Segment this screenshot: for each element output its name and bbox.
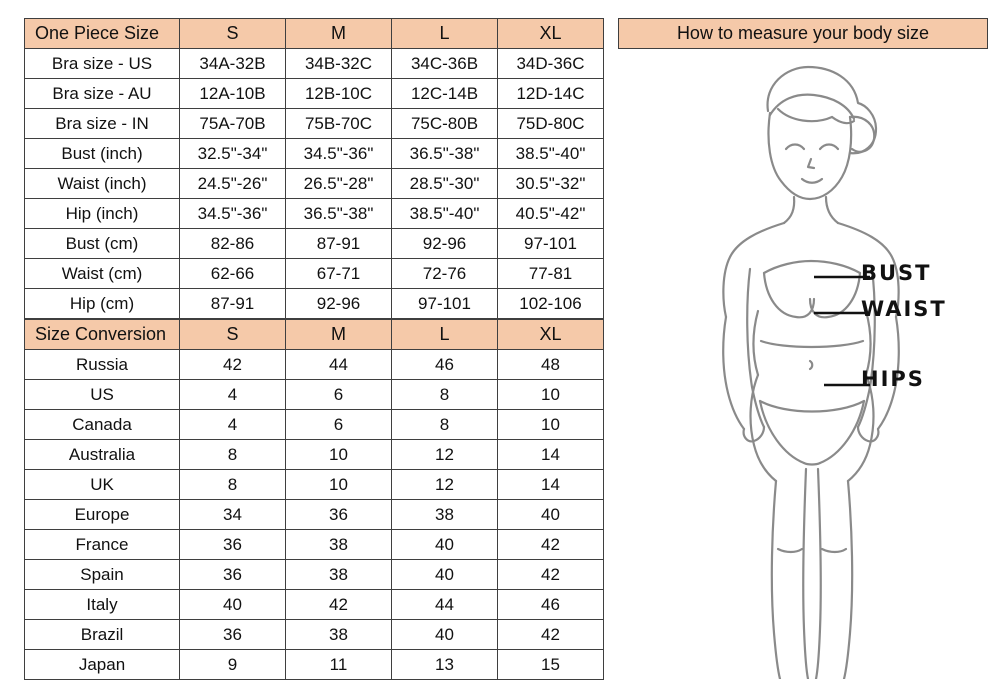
table-row bbox=[25, 650, 604, 680]
size-table bbox=[24, 18, 604, 319]
table-row bbox=[25, 590, 604, 620]
cell: 82-86 bbox=[180, 229, 286, 259]
cell: 38.5"-40" bbox=[392, 199, 498, 229]
row-label: Australia bbox=[25, 440, 180, 470]
measure-guide-title: How to measure your body size bbox=[618, 18, 988, 49]
row-label: Bra size - IN bbox=[25, 109, 180, 139]
cell: 6 bbox=[286, 380, 392, 410]
cell: 34C-36B bbox=[392, 49, 498, 79]
cell: 8 bbox=[180, 470, 286, 500]
cell: 34.5"-36" bbox=[286, 139, 392, 169]
cell: 11 bbox=[286, 650, 392, 680]
cell: 36.5"-38" bbox=[286, 199, 392, 229]
cell: 75C-80B bbox=[392, 109, 498, 139]
cell: 42 bbox=[498, 560, 604, 590]
cell: 87-91 bbox=[180, 289, 286, 319]
hips-measure-label: HIPS bbox=[861, 367, 925, 391]
cell: 26.5"-28" bbox=[286, 169, 392, 199]
size-table-header-m: M bbox=[286, 19, 392, 49]
cell: 67-71 bbox=[286, 259, 392, 289]
row-label: Waist (inch) bbox=[25, 169, 180, 199]
cell: 42 bbox=[498, 530, 604, 560]
row-label: Spain bbox=[25, 560, 180, 590]
cell: 10 bbox=[498, 380, 604, 410]
row-label: Russia bbox=[25, 350, 180, 380]
cell: 42 bbox=[286, 590, 392, 620]
table-row bbox=[25, 49, 604, 79]
table-header-row bbox=[25, 320, 604, 350]
cell: 34B-32C bbox=[286, 49, 392, 79]
conversion-table-header-s: S bbox=[180, 320, 286, 350]
cell: 24.5"-26" bbox=[180, 169, 286, 199]
cell: 48 bbox=[498, 350, 604, 380]
cell: 42 bbox=[180, 350, 286, 380]
table-row bbox=[25, 560, 604, 590]
cell: 30.5"-32" bbox=[498, 169, 604, 199]
table-row bbox=[25, 259, 604, 289]
cell: 34D-36C bbox=[498, 49, 604, 79]
cell: 6 bbox=[286, 410, 392, 440]
row-label: UK bbox=[25, 470, 180, 500]
cell: 9 bbox=[180, 650, 286, 680]
cell: 28.5"-30" bbox=[392, 169, 498, 199]
row-label: Bra size - AU bbox=[25, 79, 180, 109]
cell: 14 bbox=[498, 470, 604, 500]
cell: 4 bbox=[180, 380, 286, 410]
table-row bbox=[25, 470, 604, 500]
waist-measure-label: WAIST bbox=[861, 297, 947, 321]
cell: 36 bbox=[286, 500, 392, 530]
cell: 97-101 bbox=[392, 289, 498, 319]
cell: 36 bbox=[180, 620, 286, 650]
row-label: Bust (cm) bbox=[25, 229, 180, 259]
table-row bbox=[25, 229, 604, 259]
cell: 40 bbox=[392, 620, 498, 650]
cell: 40.5"-42" bbox=[498, 199, 604, 229]
measure-guide-body bbox=[618, 49, 988, 688]
measure-guide-panel bbox=[618, 18, 988, 688]
row-label: Japan bbox=[25, 650, 180, 680]
conversion-table-header-l: L bbox=[392, 320, 498, 350]
cell: 77-81 bbox=[498, 259, 604, 289]
cell: 92-96 bbox=[392, 229, 498, 259]
row-label: Bra size - US bbox=[25, 49, 180, 79]
cell: 36.5"-38" bbox=[392, 139, 498, 169]
size-table-header-title: One Piece Size bbox=[25, 19, 180, 49]
cell: 72-76 bbox=[392, 259, 498, 289]
cell: 34A-32B bbox=[180, 49, 286, 79]
cell: 38 bbox=[286, 530, 392, 560]
size-table-header-xl: XL bbox=[498, 19, 604, 49]
cell: 75B-70C bbox=[286, 109, 392, 139]
table-row bbox=[25, 139, 604, 169]
cell: 13 bbox=[392, 650, 498, 680]
conversion-table-header-title: Size Conversion bbox=[25, 320, 180, 350]
cell: 75D-80C bbox=[498, 109, 604, 139]
cell: 34.5"-36" bbox=[180, 199, 286, 229]
cell: 38 bbox=[392, 500, 498, 530]
cell: 38 bbox=[286, 560, 392, 590]
cell: 92-96 bbox=[286, 289, 392, 319]
row-label: Bust (inch) bbox=[25, 139, 180, 169]
cell: 32.5"-34" bbox=[180, 139, 286, 169]
row-label: Hip (cm) bbox=[25, 289, 180, 319]
row-label: Canada bbox=[25, 410, 180, 440]
cell: 10 bbox=[286, 440, 392, 470]
cell: 8 bbox=[180, 440, 286, 470]
cell: 14 bbox=[498, 440, 604, 470]
row-label: Brazil bbox=[25, 620, 180, 650]
cell: 87-91 bbox=[286, 229, 392, 259]
row-label: Italy bbox=[25, 590, 180, 620]
table-row bbox=[25, 350, 604, 380]
cell: 40 bbox=[498, 500, 604, 530]
table-row bbox=[25, 500, 604, 530]
cell: 4 bbox=[180, 410, 286, 440]
cell: 12D-14C bbox=[498, 79, 604, 109]
cell: 46 bbox=[392, 350, 498, 380]
table-row bbox=[25, 410, 604, 440]
cell: 12C-14B bbox=[392, 79, 498, 109]
table-header-row bbox=[25, 19, 604, 49]
conversion-table bbox=[24, 319, 604, 680]
cell: 38.5"-40" bbox=[498, 139, 604, 169]
bust-measure-label: BUST bbox=[861, 261, 932, 285]
cell: 46 bbox=[498, 590, 604, 620]
cell: 10 bbox=[498, 410, 604, 440]
table-row bbox=[25, 169, 604, 199]
conversion-table-header-m: M bbox=[286, 320, 392, 350]
row-label: Waist (cm) bbox=[25, 259, 180, 289]
table-row bbox=[25, 79, 604, 109]
row-label: France bbox=[25, 530, 180, 560]
row-label: Europe bbox=[25, 500, 180, 530]
cell: 44 bbox=[392, 590, 498, 620]
table-row bbox=[25, 620, 604, 650]
cell: 8 bbox=[392, 380, 498, 410]
row-label: Hip (inch) bbox=[25, 199, 180, 229]
cell: 40 bbox=[392, 560, 498, 590]
cell: 102-106 bbox=[498, 289, 604, 319]
row-label: US bbox=[25, 380, 180, 410]
cell: 34 bbox=[180, 500, 286, 530]
cell: 12B-10C bbox=[286, 79, 392, 109]
female-body-illustration bbox=[618, 49, 988, 679]
size-table-header-l: L bbox=[392, 19, 498, 49]
table-row bbox=[25, 109, 604, 139]
table-row bbox=[25, 530, 604, 560]
cell: 75A-70B bbox=[180, 109, 286, 139]
cell: 42 bbox=[498, 620, 604, 650]
cell: 36 bbox=[180, 530, 286, 560]
cell: 36 bbox=[180, 560, 286, 590]
cell: 12A-10B bbox=[180, 79, 286, 109]
conversion-table-header-xl: XL bbox=[498, 320, 604, 350]
cell: 12 bbox=[392, 440, 498, 470]
cell: 38 bbox=[286, 620, 392, 650]
tables-column bbox=[24, 18, 604, 688]
cell: 44 bbox=[286, 350, 392, 380]
cell: 40 bbox=[180, 590, 286, 620]
table-row bbox=[25, 289, 604, 319]
cell: 15 bbox=[498, 650, 604, 680]
table-row bbox=[25, 440, 604, 470]
cell: 97-101 bbox=[498, 229, 604, 259]
cell: 10 bbox=[286, 470, 392, 500]
table-row bbox=[25, 380, 604, 410]
cell: 8 bbox=[392, 410, 498, 440]
size-table-header-s: S bbox=[180, 19, 286, 49]
cell: 40 bbox=[392, 530, 498, 560]
cell: 12 bbox=[392, 470, 498, 500]
table-row bbox=[25, 199, 604, 229]
cell: 62-66 bbox=[180, 259, 286, 289]
